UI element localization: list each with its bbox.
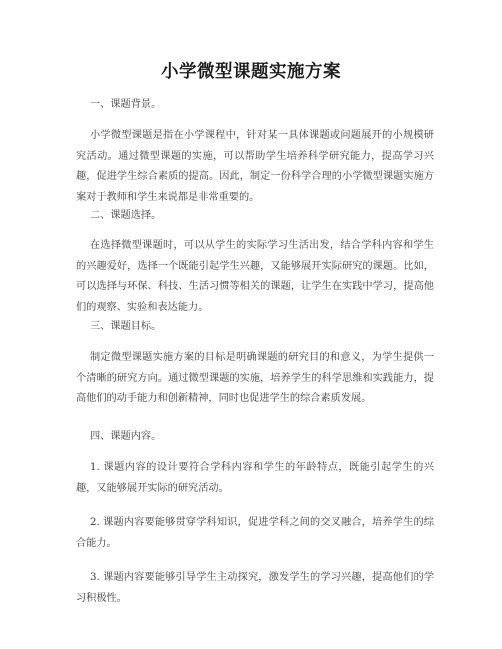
section-heading-content: 四、课题内容。 — [90, 431, 162, 442]
section-heading-goals: 三、课题目标。 — [90, 321, 162, 332]
section-heading-background: 一、课题背景。 — [90, 99, 162, 110]
paragraph-content-item-3: 3. 课题内容要能够引导学生主动探究，激发学生的学习兴趣，提高他们的学习积极性。 — [76, 572, 434, 604]
paragraph-content-item-1: 1. 课题内容的设计要符合学科内容和学生的年龄特点，既能引起学生的兴趣，又能够展开实际的研究活动。 — [76, 462, 434, 494]
paragraph-content-item-2: 2. 课题内容要能够贯穿学科知识，促进学科之间的交叉融合，培养学生的综合能力。 — [76, 517, 434, 549]
document-title: 小学微型课题实施方案 — [161, 62, 341, 82]
paragraph-background: 小学微型课题是指在小学课程中，针对某一具体课题或问题展开的小规模研究活动。通过微型课题的实施，可以帮助学生培养科学研究能力，提高学习兴趣，促进学生综合素质的提高。因此，制定一份科学合理的小学微型课题实施方案对于教师和学生来说都是非常重要的。 — [76, 130, 434, 203]
paragraph-selection: 在选择微型课题时，可以从学生的实际学习生活出发，结合学科内容和学生的兴趣爱好，选择一个既能引起学生兴趣，又能够展开实际研究的课题。比如，可以选择与环保、科技、生活习惯等相关的课题，让学生在实践中学习，提高他们的观察、实验和表达能力。 — [76, 240, 434, 313]
paragraph-goals: 制定微型课题实施方案的目标是明确课题的研究目的和意义，为学生提供一个清晰的研究方向。通过微型课题的实施，培养学生的科学思维和实践能力，提高他们的动手能力和创新精神，同时也促进学生的综合素质发展。 — [76, 352, 434, 404]
section-heading-selection: 二、课题选择。 — [90, 210, 162, 221]
